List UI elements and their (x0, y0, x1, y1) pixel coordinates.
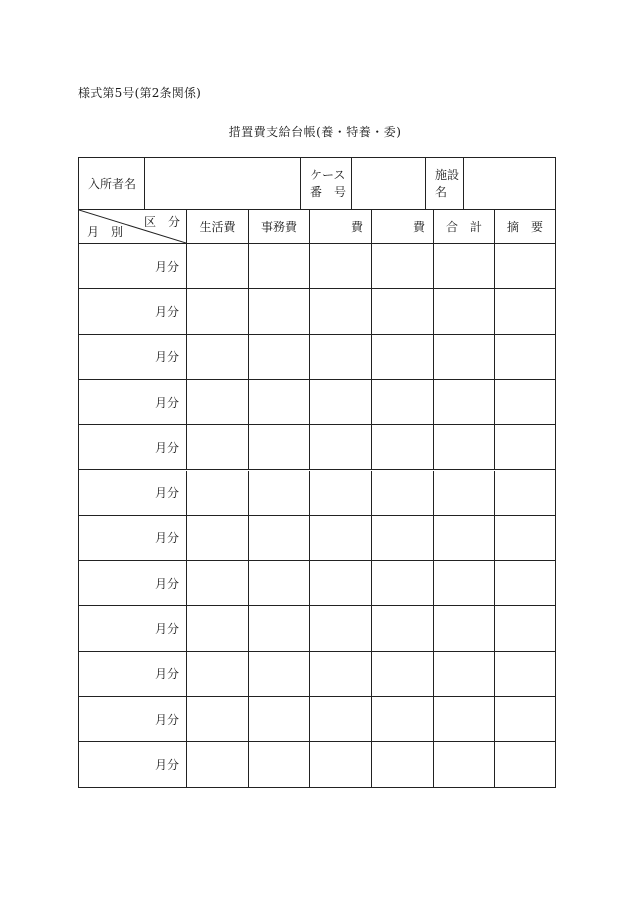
expense-b-cell[interactable] (372, 516, 434, 561)
month-suffix-label: 月分 (154, 622, 179, 637)
office-expenses-cell[interactable] (249, 516, 310, 561)
expense-a-cell[interactable] (310, 425, 372, 470)
expense-a-cell[interactable] (310, 561, 372, 606)
month-cell (79, 289, 187, 334)
month-suffix-label: 月分 (154, 758, 179, 773)
category-month-diagonal-header (79, 210, 187, 244)
total-cell[interactable] (434, 697, 495, 742)
living-expenses-cell[interactable] (187, 289, 249, 334)
form-title: 措置費支給台帳(養・特養・委) (228, 125, 402, 139)
expense-b-cell[interactable] (372, 289, 434, 334)
month-cell (79, 380, 187, 425)
expense-a-cell[interactable] (310, 652, 372, 697)
living-expenses-cell[interactable] (187, 697, 249, 742)
column-header-total: 合 計 (434, 210, 495, 244)
expense-a-cell[interactable] (310, 289, 372, 334)
remarks-cell[interactable] (495, 697, 555, 742)
total-cell[interactable] (434, 471, 495, 516)
office-expenses-cell[interactable] (249, 606, 310, 651)
case-number-field[interactable] (352, 158, 426, 210)
month-cell (79, 606, 187, 651)
total-cell[interactable] (434, 652, 495, 697)
facility-name-label-line1: 施設 (435, 167, 460, 182)
expense-a-cell[interactable] (310, 380, 372, 425)
living-expenses-cell[interactable] (187, 244, 249, 289)
expense-a-cell[interactable] (310, 335, 372, 380)
expense-b-cell[interactable] (372, 380, 434, 425)
month-suffix-label: 月分 (154, 667, 179, 682)
column-header-expense-a: 費 (310, 210, 372, 244)
remarks-cell[interactable] (495, 335, 555, 380)
ledger-table (78, 157, 556, 788)
expense-b-cell[interactable] (372, 335, 434, 380)
living-expenses-cell[interactable] (187, 516, 249, 561)
total-cell[interactable] (434, 335, 495, 380)
remarks-cell[interactable] (495, 425, 555, 470)
expense-b-cell[interactable] (372, 652, 434, 697)
remarks-cell[interactable] (495, 289, 555, 334)
total-cell[interactable] (434, 380, 495, 425)
month-suffix-label: 月分 (154, 259, 179, 274)
month-suffix-label: 月分 (154, 576, 179, 591)
column-header-expense-b: 費 (372, 210, 434, 244)
expense-b-cell[interactable] (372, 561, 434, 606)
expense-a-cell[interactable] (310, 471, 372, 516)
month-suffix-label: 月分 (154, 531, 179, 546)
total-cell[interactable] (434, 244, 495, 289)
total-cell[interactable] (434, 289, 495, 334)
living-expenses-cell[interactable] (187, 742, 249, 787)
facility-name-field[interactable] (464, 158, 555, 210)
expense-b-cell[interactable] (372, 471, 434, 516)
remarks-cell[interactable] (495, 742, 555, 787)
month-label: 月 別 (87, 225, 124, 239)
office-expenses-cell[interactable] (249, 652, 310, 697)
month-cell (79, 471, 187, 516)
living-expenses-cell[interactable] (187, 561, 249, 606)
total-cell[interactable] (434, 561, 495, 606)
facility-name-label-line2: 名 (435, 184, 448, 199)
month-cell (79, 742, 187, 787)
admittee-name-field[interactable] (145, 158, 301, 210)
month-cell (79, 335, 187, 380)
month-cell (79, 425, 187, 470)
remarks-cell[interactable] (495, 244, 555, 289)
living-expenses-cell[interactable] (187, 380, 249, 425)
expense-b-cell[interactable] (372, 425, 434, 470)
category-label: 区 分 (143, 215, 180, 229)
expense-b-cell[interactable] (372, 697, 434, 742)
office-expenses-cell[interactable] (249, 244, 310, 289)
form-number: 様式第5号(第2条関係) (78, 86, 202, 100)
month-cell (79, 561, 187, 606)
month-cell (79, 244, 187, 289)
case-number-label-line2: 番 号 (310, 184, 347, 199)
living-expenses-cell[interactable] (187, 425, 249, 470)
living-expenses-cell[interactable] (187, 335, 249, 380)
remarks-cell[interactable] (495, 471, 555, 516)
month-cell (79, 697, 187, 742)
total-cell[interactable] (434, 742, 495, 787)
office-expenses-cell[interactable] (249, 380, 310, 425)
expense-b-cell[interactable] (372, 244, 434, 289)
office-expenses-cell[interactable] (249, 742, 310, 787)
case-number-label-line1: ケース (310, 167, 346, 182)
office-expenses-cell[interactable] (249, 471, 310, 516)
office-expenses-cell[interactable] (249, 561, 310, 606)
month-suffix-label: 月分 (154, 395, 179, 410)
month-cell (79, 516, 187, 561)
total-cell[interactable] (434, 425, 495, 470)
office-expenses-cell[interactable] (249, 697, 310, 742)
month-suffix-label: 月分 (154, 440, 179, 455)
admittee-name-label: 入所者名 (79, 158, 145, 210)
office-expenses-cell[interactable] (249, 335, 310, 380)
remarks-cell[interactable] (495, 380, 555, 425)
case-number-label (301, 158, 352, 210)
expense-a-cell[interactable] (310, 516, 372, 561)
month-suffix-label: 月分 (154, 304, 179, 319)
living-expenses-cell[interactable] (187, 606, 249, 651)
remarks-cell[interactable] (495, 606, 555, 651)
month-cell (79, 652, 187, 697)
total-cell[interactable] (434, 606, 495, 651)
expense-b-cell[interactable] (372, 606, 434, 651)
remarks-cell[interactable] (495, 561, 555, 606)
month-suffix-label: 月分 (154, 350, 179, 365)
expense-a-cell[interactable] (310, 742, 372, 787)
column-header-living-expenses: 生活費 (187, 210, 249, 244)
expense-b-cell[interactable] (372, 742, 434, 787)
column-header-remarks: 摘 要 (495, 210, 555, 244)
month-suffix-label: 月分 (154, 486, 179, 501)
remarks-cell[interactable] (495, 652, 555, 697)
total-cell[interactable] (434, 516, 495, 561)
expense-a-cell[interactable] (310, 606, 372, 651)
facility-name-label (426, 158, 464, 210)
expense-a-cell[interactable] (310, 244, 372, 289)
office-expenses-cell[interactable] (249, 425, 310, 470)
living-expenses-cell[interactable] (187, 652, 249, 697)
living-expenses-cell[interactable] (187, 471, 249, 516)
remarks-cell[interactable] (495, 516, 555, 561)
expense-a-cell[interactable] (310, 697, 372, 742)
month-suffix-label: 月分 (154, 712, 179, 727)
office-expenses-cell[interactable] (249, 289, 310, 334)
column-header-office-expenses: 事務費 (249, 210, 310, 244)
